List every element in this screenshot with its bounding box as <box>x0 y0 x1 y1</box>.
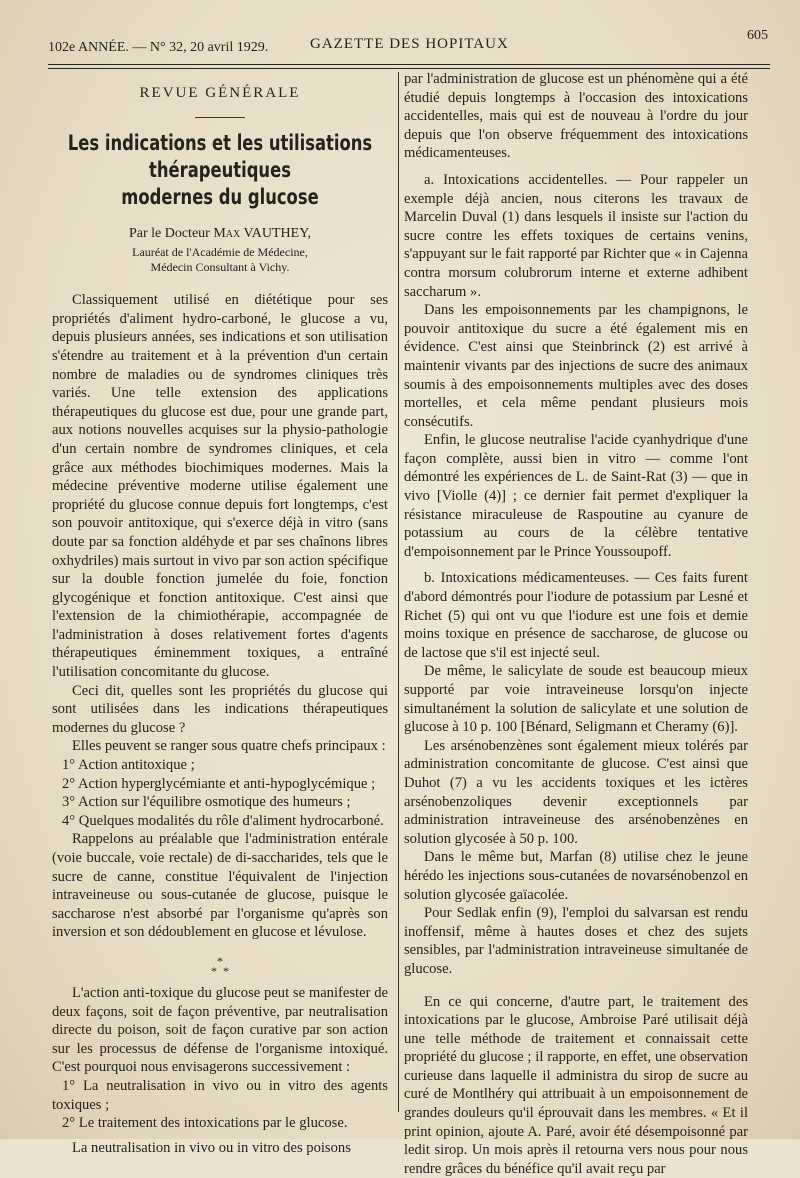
section-separator-stars: * * * <box>52 956 388 976</box>
right-column <box>404 70 748 1178</box>
list-item: 4° Quelques modalités du rôle d'aliment hydrocarboné. <box>52 812 388 831</box>
affiliation-line-1: Lauréat de l'Académie de Médecine, <box>52 245 388 260</box>
properties-list <box>52 756 388 830</box>
paragraph: Ceci dit, quelles sont les propriétés du glucose qui sont utilisées dans les indications thérapeutiques modernes du glucose ? <box>52 682 388 738</box>
title-line-2: modernes du glucose <box>58 184 382 211</box>
paragraph: Rappelons au préalable que l'administration entérale (voie buccale, voie rectale) de di-saccharides, tels que le sucre de canne, constitue l'équivalent de l'injection intraveineuse ou sous-cutanée de glucose, puisque le saccharose n'est absorbé par l'organisme qu'après son inversion et son dédoublement en glucose et lévulose. <box>52 830 388 942</box>
paragraph: a. Intoxications accidentelles. — Pour rappeler un exemple déjà ancien, nous citerons les travaux de Marcelin Duval (1) dans lesquels il insiste sur l'action du sucre contre les effets toxiques de certains venins, s'appuyant sur le fait rapporté par Richter que « in Cajenna contra morsum colubrorum interne et externe adhibent saccharum ». <box>404 171 748 301</box>
column-divider <box>398 72 399 1112</box>
list-item: 2° Action hyperglycémiante et anti-hypoglycémique ; <box>52 775 388 794</box>
issue-line: 102e ANNÉE. — N° 32, 20 avril 1929. <box>48 40 268 56</box>
list-item: 3° Action sur l'équilibre osmotique des humeurs ; <box>52 793 388 812</box>
paragraph: De même, le salicylate de soude est beaucoup mieux supporté par voie intraveineuse lorsqu'on injecte simultanément la solution de salicylate et une solution de glucose à 10 p. 100 [Bénard, Seligmann et Cheramy (6)]. <box>404 662 748 736</box>
page-header <box>48 28 768 58</box>
header-rule <box>48 64 770 65</box>
byline-prefix: Par le Docteur <box>129 226 213 241</box>
header-rule-thin <box>48 68 770 69</box>
page-number: 605 <box>747 28 768 44</box>
list-item: 2° Le traitement des intoxications par le glucose. <box>52 1114 388 1133</box>
paragraph: Les arsénobenzènes sont également mieux tolérés par administration concomitante de glucose. C'est ainsi que Duhot (7) a vu les accidents toxiques et les ictères arsénobenzoliques devenir exceptionnels par administration intraveineuse des arsénobenzènes en solution glycosée à 50 p. 100. <box>404 737 748 849</box>
list-item: 1° La neutralisation in vivo ou in vitro des agents toxiques ; <box>52 1077 388 1114</box>
section-rule <box>195 117 245 118</box>
paragraph: Classiquement utilisé en diététique pour ses propriétés d'aliment hydro-carboné, le glucose a vu, depuis plusieurs années, ses indications et son utilisation s'étendre au traitement et à la prévention d'un certain nombre de maladies ou de syndromes cliniques très variés. Une telle extension des applications thérapeutiques du glucose est due, pour une grande part, aux notions nouvelles acquises sur la physio-pathologie d'un certain nombre de syndromes cliniques, et cela grâce aux méthodes biochimiques modernes. Mais la médecine préventive moderne utilise également une propriété du glucose connue depuis fort longtemps, c'est son pouvoir antitoxique, qui s'exerce déjà in vitro (sans doute par sa fonction aldéhyde et par ses chaînons libres oxhydriles) mais surtout in vivo par son action spécifique sur la double fonction jumelée du foie, fonction glycogénique et fonction antitoxique. C'est ainsi que l'extension de la chimiothérapie, accompagnée de l'administration à doses relativement fortes d'agents thérapeutiques éminemment toxiques, a entraîné l'utilisation concomitante du glucose. <box>52 291 388 681</box>
journal-name: GAZETTE DES HOPITAUX <box>310 36 509 53</box>
article-title <box>58 130 382 211</box>
approach-list <box>52 1077 388 1133</box>
section-heading: REVUE GÉNÉRALE <box>52 84 388 103</box>
paragraph: Pour Sedlak enfin (9), l'emploi du salvarsan est rendu inoffensif, même à hautes doses et chez des sujets sensibles, par l'administration intraveineuse simultanée de glucose. <box>404 904 748 978</box>
paragraph: L'action anti-toxique du glucose peut se manifester de deux façons, soit de façon préventive, par neutralisation directe du poison, soit de façon curative par son action sur les processus de défense de l'organisme intoxiqué. C'est pourquoi nous envisagerons successivement : <box>52 984 388 1077</box>
paragraph: Enfin, le glucose neutralise l'acide cyanhydrique d'une façon complète, aussi bien in vitro — comme l'ont démontré les expériences de L. de Saint-Rat (3) — que in vivo [Violle (4)] ; ce dernier fait permet d'expliquer la résistance miraculeuse de Raspoutine au cyanure de potassium au cours de la célèbre tentative d'empoisonnement par le Prince Youssoupoff. <box>404 431 748 561</box>
author-affiliation <box>52 245 388 275</box>
paragraph: Dans le même but, Marfan (8) utilise chez le jeune hérédo les injections sous-cutanées de novarsénobenzol en solution glycosée gaïacolée. <box>404 848 748 904</box>
author-name: Max VAUTHEY, <box>213 226 311 241</box>
paragraph: par l'administration de glucose est un phénomène qui a été étudié depuis longtemps à l'occasion des intoxications accidentelles, mais qui est de nouveau à l'ordre du jour depuis que l'on observe fréquemment des intoxications médicamenteuses. <box>404 70 748 163</box>
affiliation-line-2: Médecin Consultant à Vichy. <box>52 260 388 275</box>
paragraph: b. Intoxications médicamenteuses. — Ces faits furent d'abord démontrés pour l'iodure de potassium par Lesné et Richet (5) qui ont vu que l'iodure est une fois et demie moins toxique en présence de saccharose, de glucose ou de lactose que s'il est injecté seul. <box>404 569 748 662</box>
paragraph: En ce qui concerne, d'autre part, le traitement des intoxications par le glucose, Ambroise Paré utilisait déjà une telle méthode de traitement et connaissait cette propriété du glucose ; il rapporte, en effet, une observation curieuse dans laquelle il administra du sirop de sucre au curé de Montlhéry qui attribuait à un empoisonnement de grandes douleurs qu'il éprouvait dans les membres. « Et il print opinion, ajoute A. Paré, avoir été désempoisonné par ledit sirop. Un mois après il retourna vers nous pour nous rendre grâces du bénéfice qu'il avait reçu par <box>404 993 748 1178</box>
title-line-1: Les indications et les utilisations thérapeutiques <box>58 130 382 184</box>
list-item: 1° Action antitoxique ; <box>52 756 388 775</box>
left-column <box>52 78 388 1157</box>
byline <box>52 225 388 244</box>
paragraph: Dans les empoisonnements par les champignons, le pouvoir antitoxique du sucre a été également mis en évidence. C'est ainsi que Steinbrinck (2) est arrivé à maintenir vivants par des injections de sucre des animaux soumis à des empoisonnements multiples avec des doses mortelles, et cela même pendant plusieurs mois consécutifs. <box>404 301 748 431</box>
paragraph: La neutralisation in vivo ou in vitro des poisons <box>52 1139 388 1158</box>
paragraph: Elles peuvent se ranger sous quatre chefs principaux : <box>52 737 388 756</box>
